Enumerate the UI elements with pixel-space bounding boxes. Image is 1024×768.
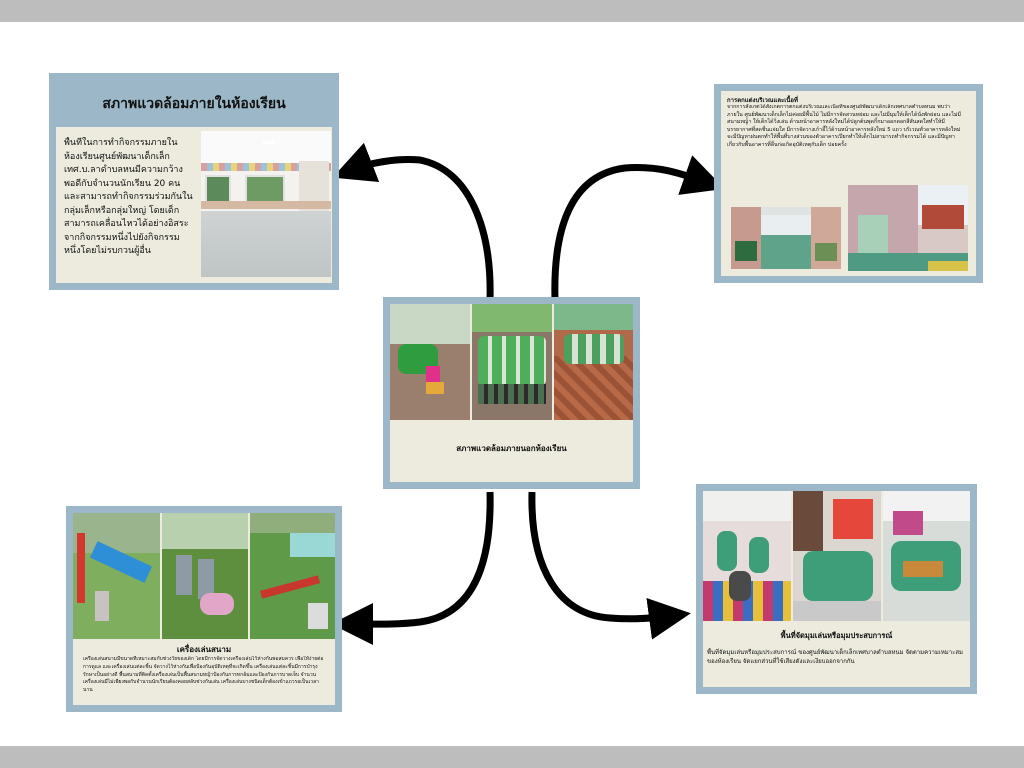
arrow-to-top-left	[352, 160, 490, 300]
card-indoor-text: พื้นที่ในการทำกิจกรรมภายในห้องเรียนศูนย์พัฒนาเด็กเล็กเทศ.บ.ลาดำบลหนมีความกว้างพอดีกับจำนวนนักเรียน 20 คน และสามารถทำกิจกรรมร่วมกันในกลุ่มเล็กหรือกลุ่มใหญ่ โดยเด็กสามารถเคลื่อนไหวได้อย่างอิสระจากกิจกรรมหนึ่งไปยังกิจกรรมหนึ่งโดยไม่รบกวนผู้อื่น	[64, 138, 193, 256]
outdoor-photo-1	[390, 304, 470, 420]
card-outdoor-body	[390, 304, 633, 482]
building-photo	[848, 185, 968, 271]
card-playground-body	[73, 513, 335, 705]
card-outdoor-environment	[383, 297, 640, 489]
corridor-photo	[731, 207, 841, 269]
outdoor-photo-3	[554, 304, 633, 420]
card-playground-text: เครื่องเล่นสนามมีขนาดที่เหมาะสมกับช่วงวัยของเด็ก โดยมีการจัดวางเครื่องเล่นไว้ห่างกันพอสมควร เพื่อให้ง่ายต่อการดูแล และเครื่องเล่นแต่ละชิ้น จัดวางไว้ห่างกันเพื่อป้องกันอุบัติเหตุที่จะเกิดขึ้น เครื่องเล่นแต่ละชิ้นมีการบำรุงรักษาเป็นอย่างดี พื้นสนามที่ติดตั้งเครื่องเล่นเป็นพื้นสนามหญ้าป้องกันการหกล้มและป้องกันการบาดเจ็บ จำนวนเครื่องเล่นมีไม่เพียงพอกับจำนวนนักเรียนต้องคอยสลับช่วงกันเล่น เครื่องเล่นบางชนิดเด็กต้องเข้าแถวรอเป็นเวลานาน	[83, 656, 324, 694]
card-decoration-text: จากการสังเกตได้สังเกตการตกแต่งบริเวณและเนื้อที่ของศูนย์พัฒนาเด็กเล็กเทศบาลตำบลหนม พบว่าภายใน ศูนย์พัฒนาเด็กเล็กไม่ค่อยมีพื้นไม้ ไม่มีการจัดสวนหย่อม และไม่มีมุมให้เด็กได้นั่งพักผ่อน และไม่มีสนามหญ้า ให้เด็กได้วิ่งเล่น ด้านหน้าอาคารหลังใหม่ได้ปลูกต้นพุดกิ้กมาออกดอกสีสันสดใสทำให้มีบรรยากาศที่สดชื่นแจ่มใส มีการจัดวางเก้าอี้ไว้ด้านหน้าอาคารหลังใหม่ 5 แถว บริเวณทั่วอาคารหลังใหม่จะมีปัญหาฝนตกทำให้พื้นที่บางส่วนของตัวอาคารเปียกทำให้เด็กไม่สามารถทำกิจกรรมได้ และมีปัญหาเกี่ยวกับพื้นอาคารที่ลื่นก่อเกิดอุบัติเหตุกับเด็ก บ่อยครั้ง	[727, 104, 961, 148]
classroom-photo	[201, 131, 331, 277]
card-playground-title: เครื่องเล่นสนาม	[176, 645, 232, 654]
playground-photo-3	[250, 513, 335, 639]
outdoor-photo-2	[472, 304, 552, 420]
card-experience-text: พื้นที่จัดมุมเล่นหรือมุมประสบการณ์ ของศูนย์พัฒนาเด็กเล็กเทศบาลตำบลหนม จัดตามความเหมาะสม ของห้องเรียน จัดแยกส่วนที่ใช้เสียงดังและเงียบออกจากกัน	[707, 649, 963, 665]
playground-photo-1	[73, 513, 160, 639]
card-decoration-space	[714, 84, 983, 283]
arrow-to-bottom-left	[352, 492, 490, 624]
card-decoration-body	[721, 91, 976, 276]
card-outdoor-title: สภาพแวดล้อมภายนอกห้องเรียน	[456, 444, 567, 453]
card-experience-title: พื้นที่จัดมุมเล่นหรือมุมประสบการณ์	[780, 631, 893, 640]
playground-photo-2	[162, 513, 248, 639]
arrow-to-top-right	[555, 167, 705, 300]
card-indoor-body	[56, 127, 332, 283]
corner-photo-1	[703, 491, 791, 621]
corner-photo-3	[883, 491, 970, 621]
card-experience-corner	[696, 484, 977, 694]
corner-photo-2	[793, 491, 881, 621]
card-indoor-title: สภาพแวดล้อมภายในห้องเรียน	[102, 96, 286, 112]
card-indoor-classroom	[49, 73, 339, 290]
arrow-to-bottom-right	[532, 492, 670, 619]
card-playground-equipment	[66, 506, 342, 712]
card-experience-body	[703, 491, 970, 687]
card-decoration-heading: การตกแต่งบริเวณและเนื้อที่	[727, 97, 798, 104]
